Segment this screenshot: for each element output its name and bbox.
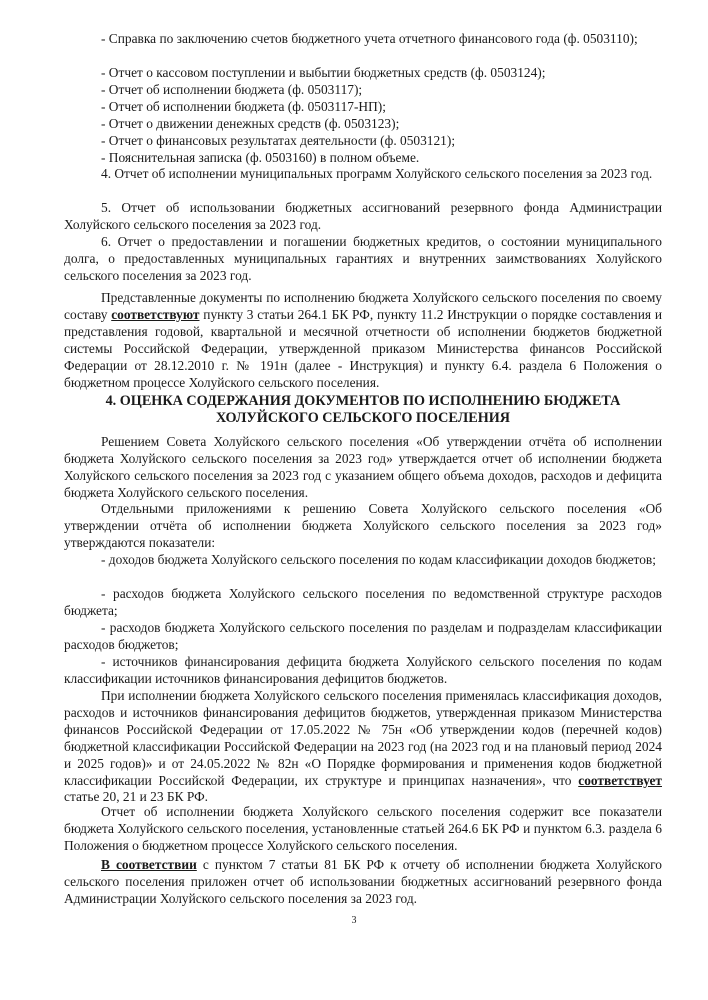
paragraph-appendices: Отдельными приложениями к решению Совета Холуйского сельского поселения «Об утверждении отчёта об исполнении бюджета Холуйского сельского поселения за 2023 год» утверждаются показатели: [64,501,662,550]
paragraph-indicators-content: Отчет об исполнении бюджета Холуйского сельского поселения содержит все показатели бюджета Холуйского сельского поселения, установленные статьей 264.6 БК РФ и пунктом 6.3. раздела 6 Положения о бюджетном процессе Холуйского сельского поселения. [64,804,662,853]
numbered-item-4: 4. Отчет об исполнении муниципальных программ Холуйского сельского поселения за 2023 год. [101,166,653,181]
list-item-form-0503110: - Справка по заключению счетов бюджетного учета отчетного финансового года (ф. 0503110); [101,31,638,46]
list-item: - Отчет о кассовом поступлении и выбытии бюджетных средств (ф. 0503124); [101,65,546,80]
emphasis-conform: соответствуют [111,306,200,322]
list-item: - Отчет об исполнении бюджета (ф. 0503117); [101,81,363,97]
numbered-item-5: 5. Отчет об использовании бюджетных ассигнований резервного фонда Администрации Холуйского сельского поселения за 2023 год. [64,200,662,232]
emphasis-in-accordance: В соответствии [101,857,197,872]
indicator-item-section-expenses: - расходов бюджета Холуйского сельского поселения по разделам и подразделам классификации расходов бюджетов; [64,620,662,652]
section-title-line-2: ХОЛУЙСКОГО СЕЛЬСКОГО ПОСЕЛЕНИЯ [215,410,511,426]
paragraph-reserve-fund: В соответствии с пунктом 7 статьи 81 БК РФ к отчету об исполнении бюджета Холуйского сельского поселения приложен отчет об использовании бюджетных ассигнований резервного фонда Администрации Холуйского сельского поселения за 2023 год. [64,857,662,906]
indicator-item-deficit-sources: - источников финансирования дефицита бюджета Холуйского сельского поселения по кодам классификации источников финансирования дефицитов бюджетов. [64,654,662,686]
indicator-item-income: - доходов бюджета Холуйского сельского поселения по кодам классификации доходов бюджетов; [101,552,656,567]
conformity-paragraph: Представленные документы по исполнению бюджета Холуйского сельского поселения по своему составу соответствуют пункту 3 статьи 264.1 БК РФ, пункту 11.2 Инструкции о порядке составления и представления годовой, квартальной и месячной отчетности об исполнении бюджетов бюджетной системы Российской Федерации, утвержденной приказом Министерства финансов Российской Федерации от 28.12.2010 г. № 191н (далее - Инструкция) и пункту 6.4. раздела 6 Положения о бюджетном процессе Холуйского сельского поселения. [64,290,662,390]
paragraph-report-approval: Решением Совета Холуйского сельского поселения «Об утверждении отчёта об исполнении бюджета Холуйского сельского поселения за 2023 год» утверждается отчет об исполнении бюджета Холуйского сельского поселения за 2023 год с указанием общего объема доходов, расходов и дефицита бюджета Холуйского сельского поселения. [64,434,662,500]
paragraph-classification: При исполнении бюджета Холуйского сельского поселения применялась классификация доходов, расходов и источников финансирования дефицитов бюджетов, утвержденная приказом Министерства финансов Российской Федерации от 17.05.2022 № 75н «Об утверждении кодов (перечней кодов) бюджетной классификации Российской Федерации на 2023 год (на 2023 год и на плановый период 2024 и 2025 годов)» и от 24.05.2022 № 82н «О Порядке формирования и применения кодов бюджетной классификации Российской Федерации, их структуре и принципах назначения», что соответствует статье 20, 21 и 23 БК РФ. [64,688,662,805]
section-title-line-1: 4. ОЦЕНКА СОДЕРЖАНИЯ ДОКУМЕНТОВ ПО ИСПОЛНЕНИЮ БЮДЖЕТА [105,393,621,409]
emphasis-conforms: соответствует [578,772,662,788]
list-item: - Отчет об исполнении бюджета (ф. 0503117-НП); [101,98,386,114]
list-item: - Пояснительная записка (ф. 0503160) в полном объеме. [101,149,420,165]
section-title [64,393,662,427]
list-item: - Отчет о движении денежных средств (ф. 0503123); [101,115,400,131]
numbered-item-6: 6. Отчет о предоставлении и погашении бюджетных кредитов, о состоянии муниципального долга, о предоставленных муниципальных гарантиях и внутренних заимствованиях Холуйского сельского поселения за 2023 год. [64,234,662,283]
page-number: 3 [351,915,357,926]
indicator-item-dept-expenses: - расходов бюджета Холуйского сельского поселения по ведомственной структуре расходов бюджета; [64,586,662,618]
report-forms-list [64,65,699,166]
list-item: - Отчет о финансовых результатах деятельности (ф. 0503121); [101,132,456,148]
